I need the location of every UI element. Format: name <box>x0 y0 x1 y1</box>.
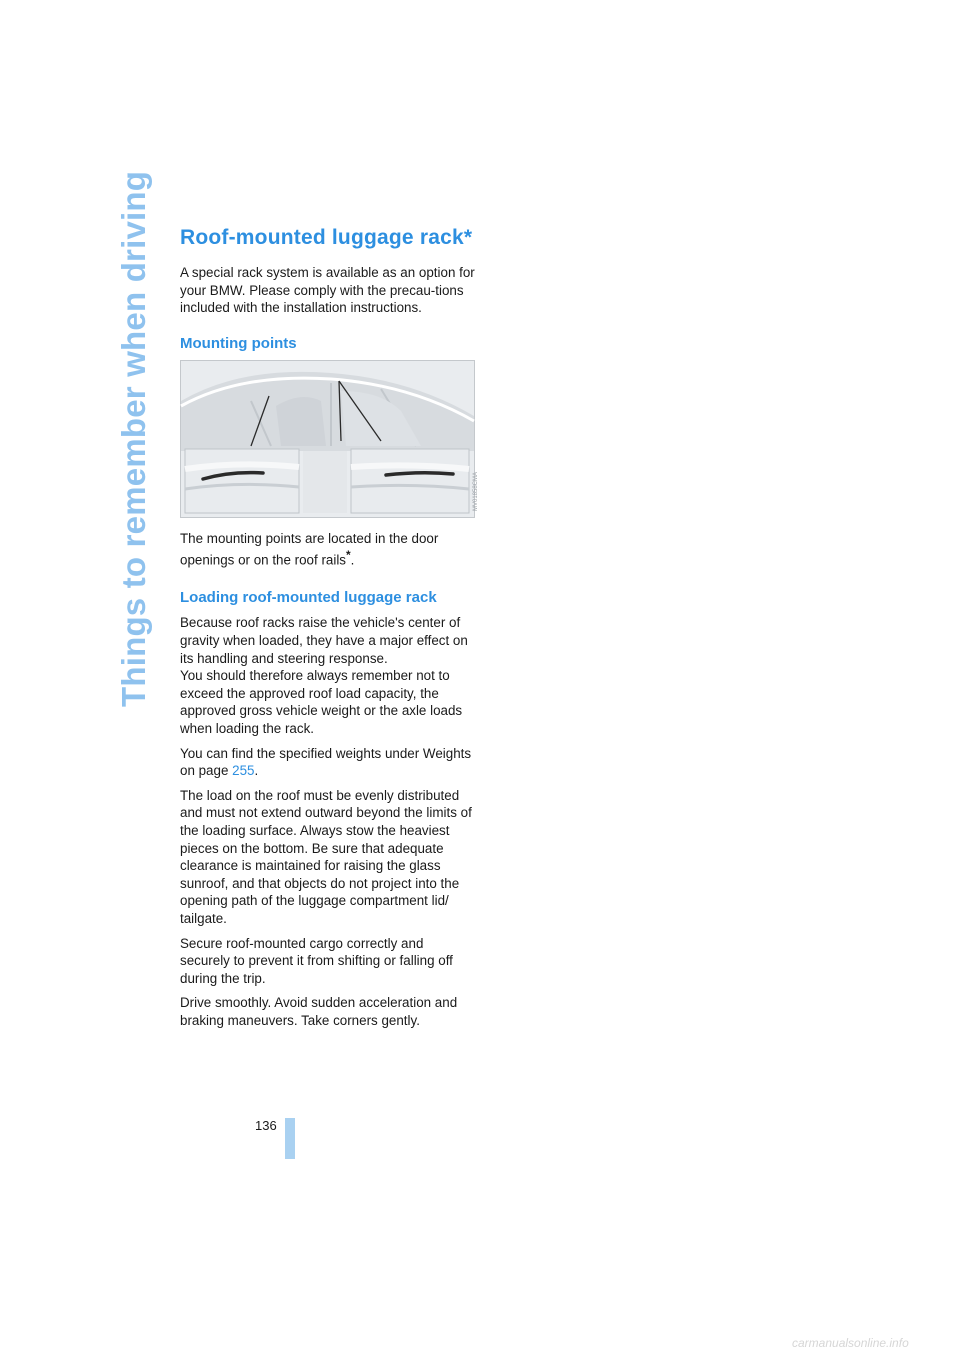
loading-paragraph-1: Because roof racks raise the vehicle's center of gravity when loaded, they have a major effect on its handling and steering response. <box>180 615 468 666</box>
loading-heading: Loading roof-mounted luggage rack <box>180 589 437 607</box>
weights-text: You can find the specified weights under Weights on page <box>180 745 472 779</box>
intro-paragraph: A special rack system is available as an option for your BMW. Please comply with the precau-tions included with the installation instructions. <box>180 265 475 316</box>
option-asterisk: * <box>346 548 351 563</box>
mounting-points-text <box>180 530 476 570</box>
page-content <box>180 226 479 1037</box>
section-title: Roof-mounted luggage rack* <box>180 226 473 249</box>
page-marker-bar <box>285 1118 295 1159</box>
page-link-255[interactable]: 255 <box>232 763 255 779</box>
loading-paragraph-5: Secure roof-mounted cargo correctly and securely to prevent it from shifting or falling off during the trip. <box>180 935 453 986</box>
mounting-points-heading: Mounting points <box>180 334 297 352</box>
mounting-text-before: The mounting points are located in the door openings or on the roof rails <box>180 530 439 568</box>
page-number: 136 <box>255 1118 277 1133</box>
weights-text-end: . <box>254 763 259 779</box>
mounting-points-illustration <box>180 360 479 518</box>
loading-paragraph-6: Drive smoothly. Avoid sudden acceleration and braking maneuvers. Take corners gently. <box>180 995 458 1028</box>
footer-watermark: carmanualsonline.info <box>792 1336 909 1350</box>
loading-paragraph-4: The load on the roof must be evenly distributed and must not extend outward beyond the limits of the loading surface. Always stow the heaviest pieces on the bottom. Be sure that adequate clearance is maintained for raising the glass sunroof, and that objects do not project into the opening path of the luggage compartment lid/ tailgate. <box>180 787 472 926</box>
chapter-side-title <box>111 170 161 710</box>
loading-paragraph-2: You should therefore always remember not to exceed the approved roof load capacity, the approved gross vehicle weight or the axle loads when loading the rack. <box>180 668 463 736</box>
chapter-title-text: Things to remember when driving <box>115 170 152 707</box>
mounting-text-after: . <box>350 552 355 568</box>
figure-code: MV01858CMA <box>473 471 479 511</box>
loading-paragraph-3 <box>180 745 476 780</box>
